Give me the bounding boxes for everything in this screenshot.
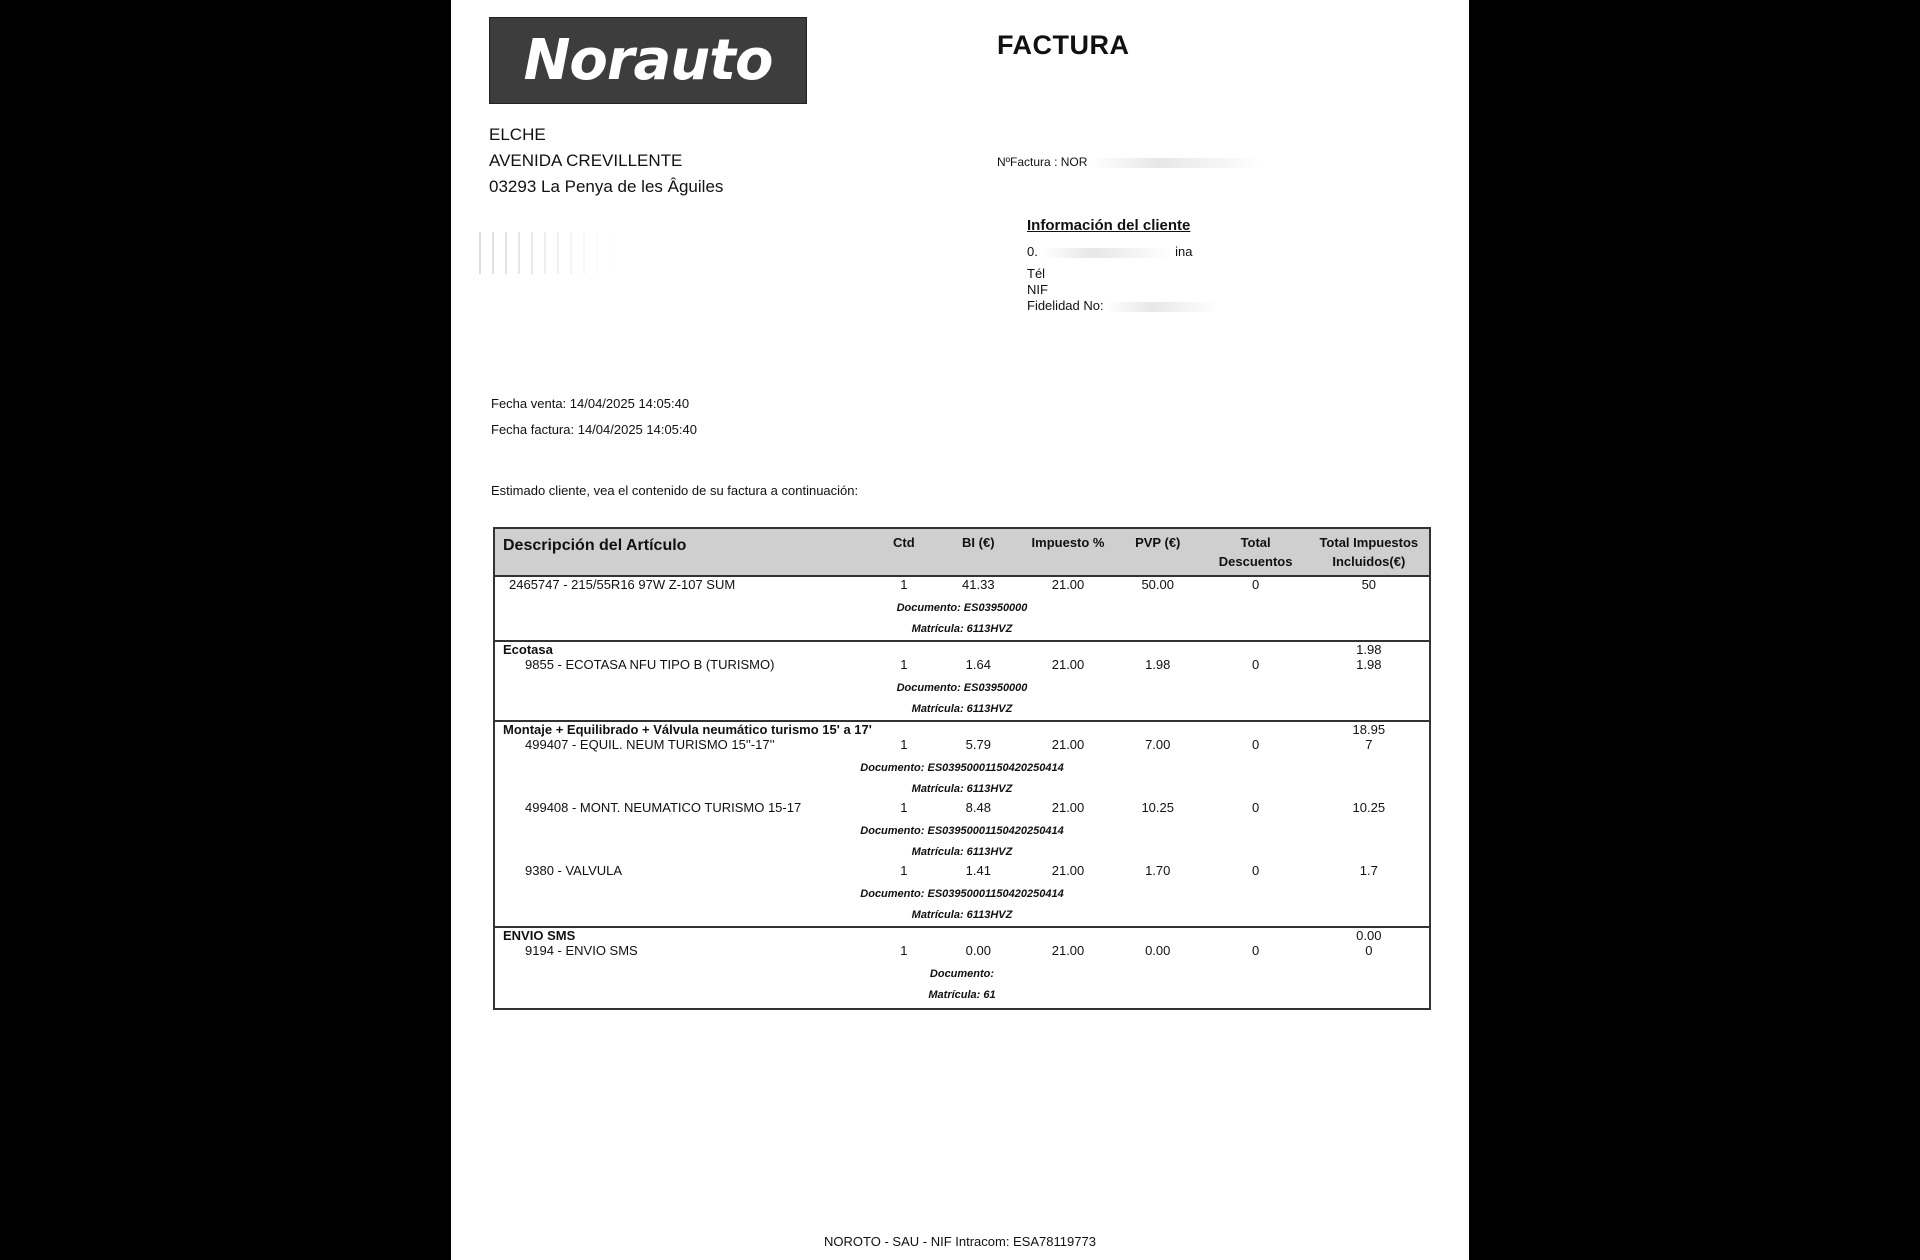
item-description: 2465747 - 215/55R16 97W Z-107 SUM	[509, 577, 736, 592]
item-meta-row	[494, 815, 1430, 863]
item-plate: Matrícula: 6113HVZ	[911, 783, 1013, 795]
item-discount: 0	[1251, 737, 1260, 752]
invoice-items-table	[493, 527, 1431, 1010]
item-discount: 0	[1251, 577, 1260, 592]
item-base: 1.41	[965, 863, 991, 878]
item-tax: 21.00	[1051, 943, 1085, 958]
group-total: 1.98	[1309, 641, 1430, 657]
item-discount: 0	[1251, 943, 1260, 958]
client-line-1	[1027, 244, 1217, 260]
client-phone	[1027, 266, 1217, 282]
table-row	[494, 800, 1430, 815]
table-header-row	[494, 528, 1430, 576]
item-document: Documento: ES03950000	[896, 682, 1028, 694]
store-city: ELCHE	[489, 125, 546, 144]
sale-date: Fecha venta: 14/04/2025 14:05:40	[491, 396, 690, 411]
item-tax: 21.00	[1051, 657, 1085, 672]
invoice-dates	[491, 391, 697, 443]
item-plate: Matrícula: 6113HVZ	[911, 623, 1013, 635]
item-base: 0.00	[965, 943, 991, 958]
redacted-invoice-number	[1091, 158, 1261, 168]
item-description: 9380 - VALVULA	[525, 863, 623, 878]
store-address	[489, 122, 723, 200]
item-total: 1.98	[1356, 657, 1382, 672]
item-plate: Matrícula: 6113HVZ	[911, 846, 1013, 858]
group-title: Montaje + Equilibrado + Válvula neumático turismo 15' a 17'	[494, 721, 1309, 737]
item-pvp: 1.70	[1145, 863, 1171, 878]
invoice-date: Fecha factura: 14/04/2025 14:05:40	[491, 422, 697, 437]
item-pvp: 7.00	[1145, 737, 1171, 752]
group-title: ENVIO SMS	[494, 927, 1309, 943]
client-loyalty	[1027, 298, 1217, 314]
company-footer: NOROTO - SAU - NIF Intracom: ESA78119773	[824, 1234, 1096, 1249]
item-meta-row	[494, 592, 1430, 641]
item-total: 50	[1361, 577, 1377, 592]
item-description: 9855 - ECOTASA NFU TIPO B (TURISMO)	[525, 657, 775, 672]
header-qty: Ctd	[874, 528, 933, 576]
document-title: FACTURA	[997, 30, 1130, 60]
group-total: 18.95	[1309, 721, 1430, 737]
norauto-logo	[489, 17, 807, 104]
header-pvp: PVP (€)	[1113, 528, 1203, 576]
store-postal: 03293 La Penya de les Âguiles	[489, 177, 724, 196]
item-qty: 1	[900, 943, 908, 958]
item-base: 1.64	[965, 657, 991, 672]
group-row-montaje	[494, 721, 1430, 737]
item-meta-row	[494, 752, 1430, 800]
table-row	[494, 943, 1430, 958]
header-base: BI (€)	[933, 528, 1023, 576]
item-tax: 21.00	[1051, 800, 1085, 815]
item-pvp: 10.25	[1141, 800, 1174, 815]
item-description: 499408 - MONT. NEUMATICO TURISMO 15-17	[525, 800, 802, 815]
item-document: Documento:	[929, 968, 995, 980]
item-base: 8.48	[965, 800, 991, 815]
item-discount: 0	[1251, 800, 1260, 815]
table-row	[494, 737, 1430, 752]
item-meta-row	[494, 672, 1430, 721]
group-total: 0.00	[1309, 927, 1430, 943]
item-tax: 21.00	[1051, 863, 1085, 878]
table-row	[494, 863, 1430, 878]
item-pvp: 1.98	[1145, 657, 1171, 672]
client-info-heading: Información del cliente	[1027, 217, 1191, 234]
item-plate: Matrícula: 6113HVZ	[911, 909, 1013, 921]
header-description: Descripción del Artículo	[494, 528, 874, 576]
table-row	[494, 576, 1430, 592]
item-discount: 0	[1251, 657, 1260, 672]
item-total: 7	[1365, 737, 1373, 752]
item-pvp: 0.00	[1145, 943, 1171, 958]
group-row-ecotasa	[494, 641, 1430, 657]
item-tax: 21.00	[1051, 737, 1085, 752]
redacted-loyalty-number	[1107, 302, 1217, 312]
item-pvp: 50.00	[1141, 577, 1174, 592]
item-document: Documento: ES03950000	[896, 602, 1028, 614]
item-total: 0	[1365, 943, 1373, 958]
item-base: 5.79	[965, 737, 991, 752]
item-discount: 0	[1251, 863, 1260, 878]
group-title: Ecotasa	[494, 641, 1309, 657]
item-document: Documento: ES0395000115042025041​4	[860, 762, 1064, 774]
item-document: Documento: ES03950001150420250414	[860, 888, 1064, 900]
client-loyalty-label: Fidelidad No:	[1027, 298, 1104, 313]
invoice-page	[451, 0, 1469, 1260]
item-meta-row	[494, 958, 1430, 1009]
logo-text: Norauto	[523, 28, 773, 93]
item-tax: 21.00	[1051, 577, 1085, 592]
group-row-envio-sms	[494, 927, 1430, 943]
redacted-client-name	[1041, 248, 1171, 258]
item-qty: 1	[900, 657, 908, 672]
client-phone-label: Tél	[1027, 266, 1046, 281]
invoice-number	[997, 155, 1261, 169]
header-tax: Impuesto %	[1023, 528, 1113, 576]
client-info	[1027, 218, 1217, 314]
item-meta-row	[494, 878, 1430, 927]
item-qty: 1	[900, 577, 908, 592]
greeting-text: Estimado cliente, vea el contenido de su factura a continuación:	[491, 483, 859, 498]
item-qty: 1	[900, 737, 908, 752]
table-row	[494, 657, 1430, 672]
item-plate: Matrícula: 61	[928, 989, 996, 1001]
client-nif-label: NIF	[1027, 282, 1048, 297]
invoice-number-label: NºFactura : NOR	[997, 155, 1088, 169]
item-qty: 1	[900, 800, 908, 815]
item-total: 1.7	[1359, 863, 1378, 878]
client-line-1-end: ina	[1175, 244, 1193, 259]
item-plate: Matrícula: 6113HVZ	[911, 703, 1013, 715]
redacted-store-contact	[473, 232, 613, 274]
item-base: 41.33	[962, 577, 995, 592]
header-total: Total Impuestos Incluidos(€)	[1309, 528, 1430, 576]
item-document: Documento: ES03950001150420250414	[860, 825, 1064, 837]
item-total: 10.25	[1352, 800, 1386, 815]
item-description: 499407 - EQUIL. NEUM TURISMO 15''-17''	[525, 737, 775, 752]
item-description: 9194 - ENVIO SMS	[525, 943, 638, 958]
store-street: AVENIDA CREVILLENTE	[489, 151, 683, 170]
header-discounts: Total Descuentos	[1203, 528, 1309, 576]
item-qty: 1	[900, 863, 908, 878]
client-line-1-start: 0.	[1027, 244, 1038, 259]
client-nif	[1027, 282, 1217, 298]
